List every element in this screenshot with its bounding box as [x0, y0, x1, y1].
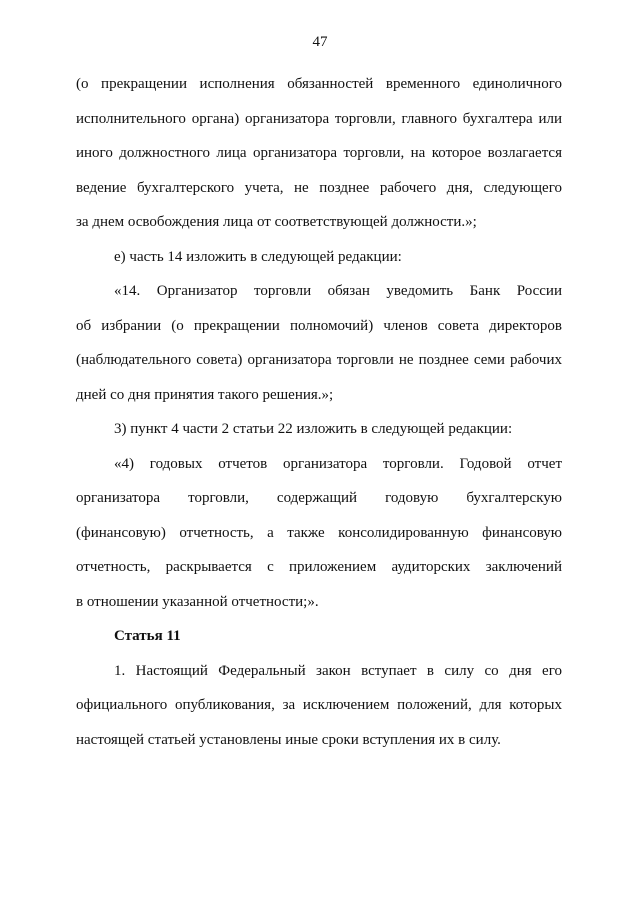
- page-number: 47: [312, 34, 328, 50]
- text-line: (финансовую) отчетность, а также консолидированную финансовую: [76, 524, 562, 541]
- text-line: 1. Настоящий Федеральный закон вступает в силу со дня его: [114, 662, 562, 679]
- text-line: в отношении указанной отчетности;».: [76, 593, 319, 610]
- text-line: настоящей статьей установлены иные сроки вступления их в силу.: [76, 731, 501, 748]
- text-line: официального опубликования, за исключением положений, для которых: [76, 697, 562, 713]
- text-line: об избрании (о прекращении полномочий) членов совета директоров: [76, 317, 562, 334]
- text-line: отчетность, раскрывается с приложением аудиторских заключений: [76, 559, 562, 575]
- text-line: исполнительного органа) организатора торговли, главного бухгалтера или: [76, 110, 562, 127]
- text-line: ведение бухгалтерского учета, не позднее рабочего дня, следующего: [76, 179, 562, 196]
- text-line: «4) годовых отчетов организатора торговли. Годовой отчет: [114, 455, 562, 472]
- text-line: «14. Организатор торговли обязан уведомить Банк России: [114, 283, 562, 299]
- text-line: организатора торговли, содержащий годовую бухгалтерскую: [76, 490, 562, 506]
- text-line: (о прекращении исполнения обязанностей временного единоличного: [76, 76, 562, 92]
- article-heading: Статья 11: [114, 628, 181, 644]
- body-text: [76, 67, 562, 757]
- text-line: (наблюдательного совета) организатора торговли не позднее семи рабочих: [76, 352, 562, 368]
- text-line: е) часть 14 изложить в следующей редакции:: [114, 248, 402, 265]
- text-line: за днем освобождения лица от соответствующей должности.»;: [76, 214, 477, 230]
- text-line: дней со дня принятия такого решения.»;: [76, 386, 334, 403]
- text-line: иного должностного лица организатора торговли, на которое возлагается: [76, 145, 562, 161]
- text-line: 3) пункт 4 части 2 статьи 22 изложить в следующей редакции:: [114, 421, 513, 437]
